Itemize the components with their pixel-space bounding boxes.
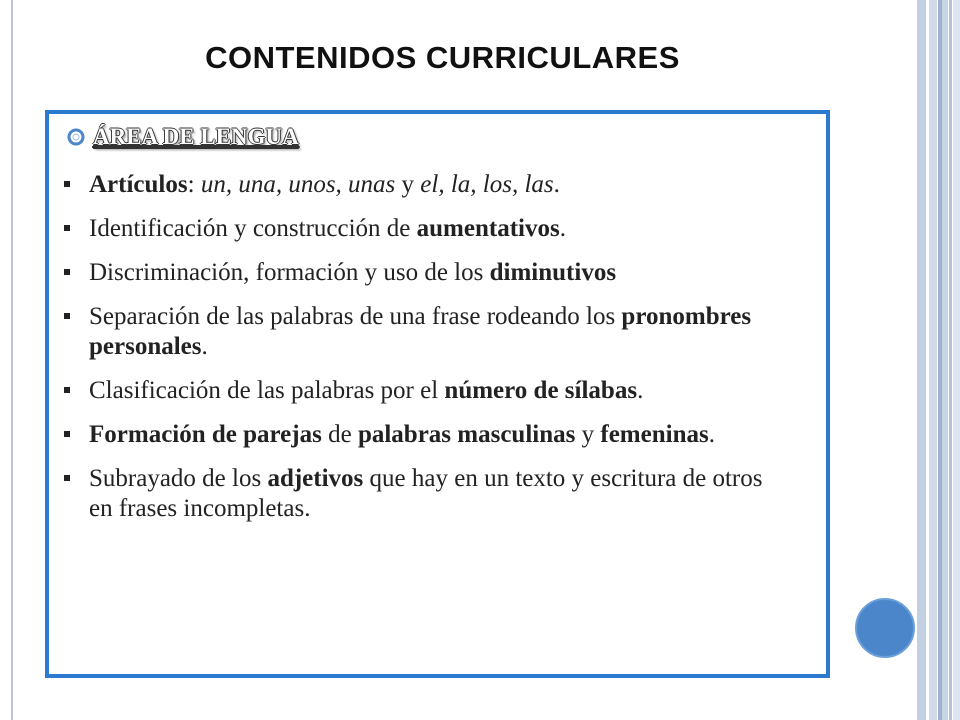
square-bullet-icon — [64, 387, 70, 393]
list-item-text: : — [187, 171, 201, 198]
square-bullet-icon — [64, 225, 70, 231]
list-item-text: que hay en un texto y escritura de otros en frases incompletas. — [89, 465, 763, 522]
list-item — [49, 170, 789, 200]
list-item — [49, 420, 789, 450]
decorative-circle — [855, 598, 915, 658]
list-item-text: . — [553, 171, 560, 198]
list-item-text: aumentativos — [416, 215, 560, 242]
section-heading-text: ÁREA DE LENGUA — [93, 124, 299, 149]
content-box — [45, 110, 830, 678]
list-item-text: femeninas — [600, 421, 709, 448]
list-item — [49, 214, 789, 244]
list-item-text: . — [559, 215, 566, 242]
list-item-text: adjetivos — [267, 465, 364, 492]
list-item-text: Discriminación, formación y uso de los — [89, 259, 490, 286]
list-item — [49, 464, 789, 524]
square-bullet-icon — [64, 431, 70, 437]
bullet-ring-icon — [67, 128, 85, 146]
list-item-text: pronombres personales — [89, 303, 752, 360]
list-item-text: número de sílabas — [444, 377, 638, 404]
list-item-text: Formación de parejas — [89, 421, 322, 448]
list-item-text: . — [201, 333, 208, 360]
list-item-text: de — [321, 421, 358, 448]
list-item-text: Separación de las palabras de una frase rodeando los — [89, 303, 622, 330]
list-item-text: . — [637, 377, 644, 404]
list-item — [49, 376, 789, 406]
square-bullet-icon — [64, 475, 70, 481]
left-frame-line — [11, 0, 13, 720]
list-item-text: Subrayado de los — [89, 465, 268, 492]
list-item-text: y — [575, 421, 601, 448]
list-item — [49, 302, 789, 362]
list-item-text: Clasificación de las palabras por el — [89, 377, 445, 404]
list-item-text: Identificación y construcción de — [89, 215, 417, 242]
list-item-text: y — [395, 171, 421, 198]
list-item-text: el, la, los, las — [420, 171, 554, 198]
square-bullet-icon — [64, 181, 70, 187]
list-item-text: un, una, unos, unas — [200, 171, 396, 198]
list-item-text: palabras masculinas — [357, 421, 576, 448]
section-heading — [67, 124, 299, 150]
square-bullet-icon — [64, 269, 70, 275]
square-bullet-icon — [64, 313, 70, 319]
list-item-text: diminutivos — [489, 259, 617, 286]
decorative-side-bars — [917, 0, 960, 720]
list-item-text: Artículos — [89, 171, 188, 198]
content-list — [49, 170, 789, 538]
slide-title: CONTENIDOS CURRICULARES — [205, 40, 680, 75]
list-item — [49, 258, 789, 288]
list-item-text: . — [708, 421, 715, 448]
